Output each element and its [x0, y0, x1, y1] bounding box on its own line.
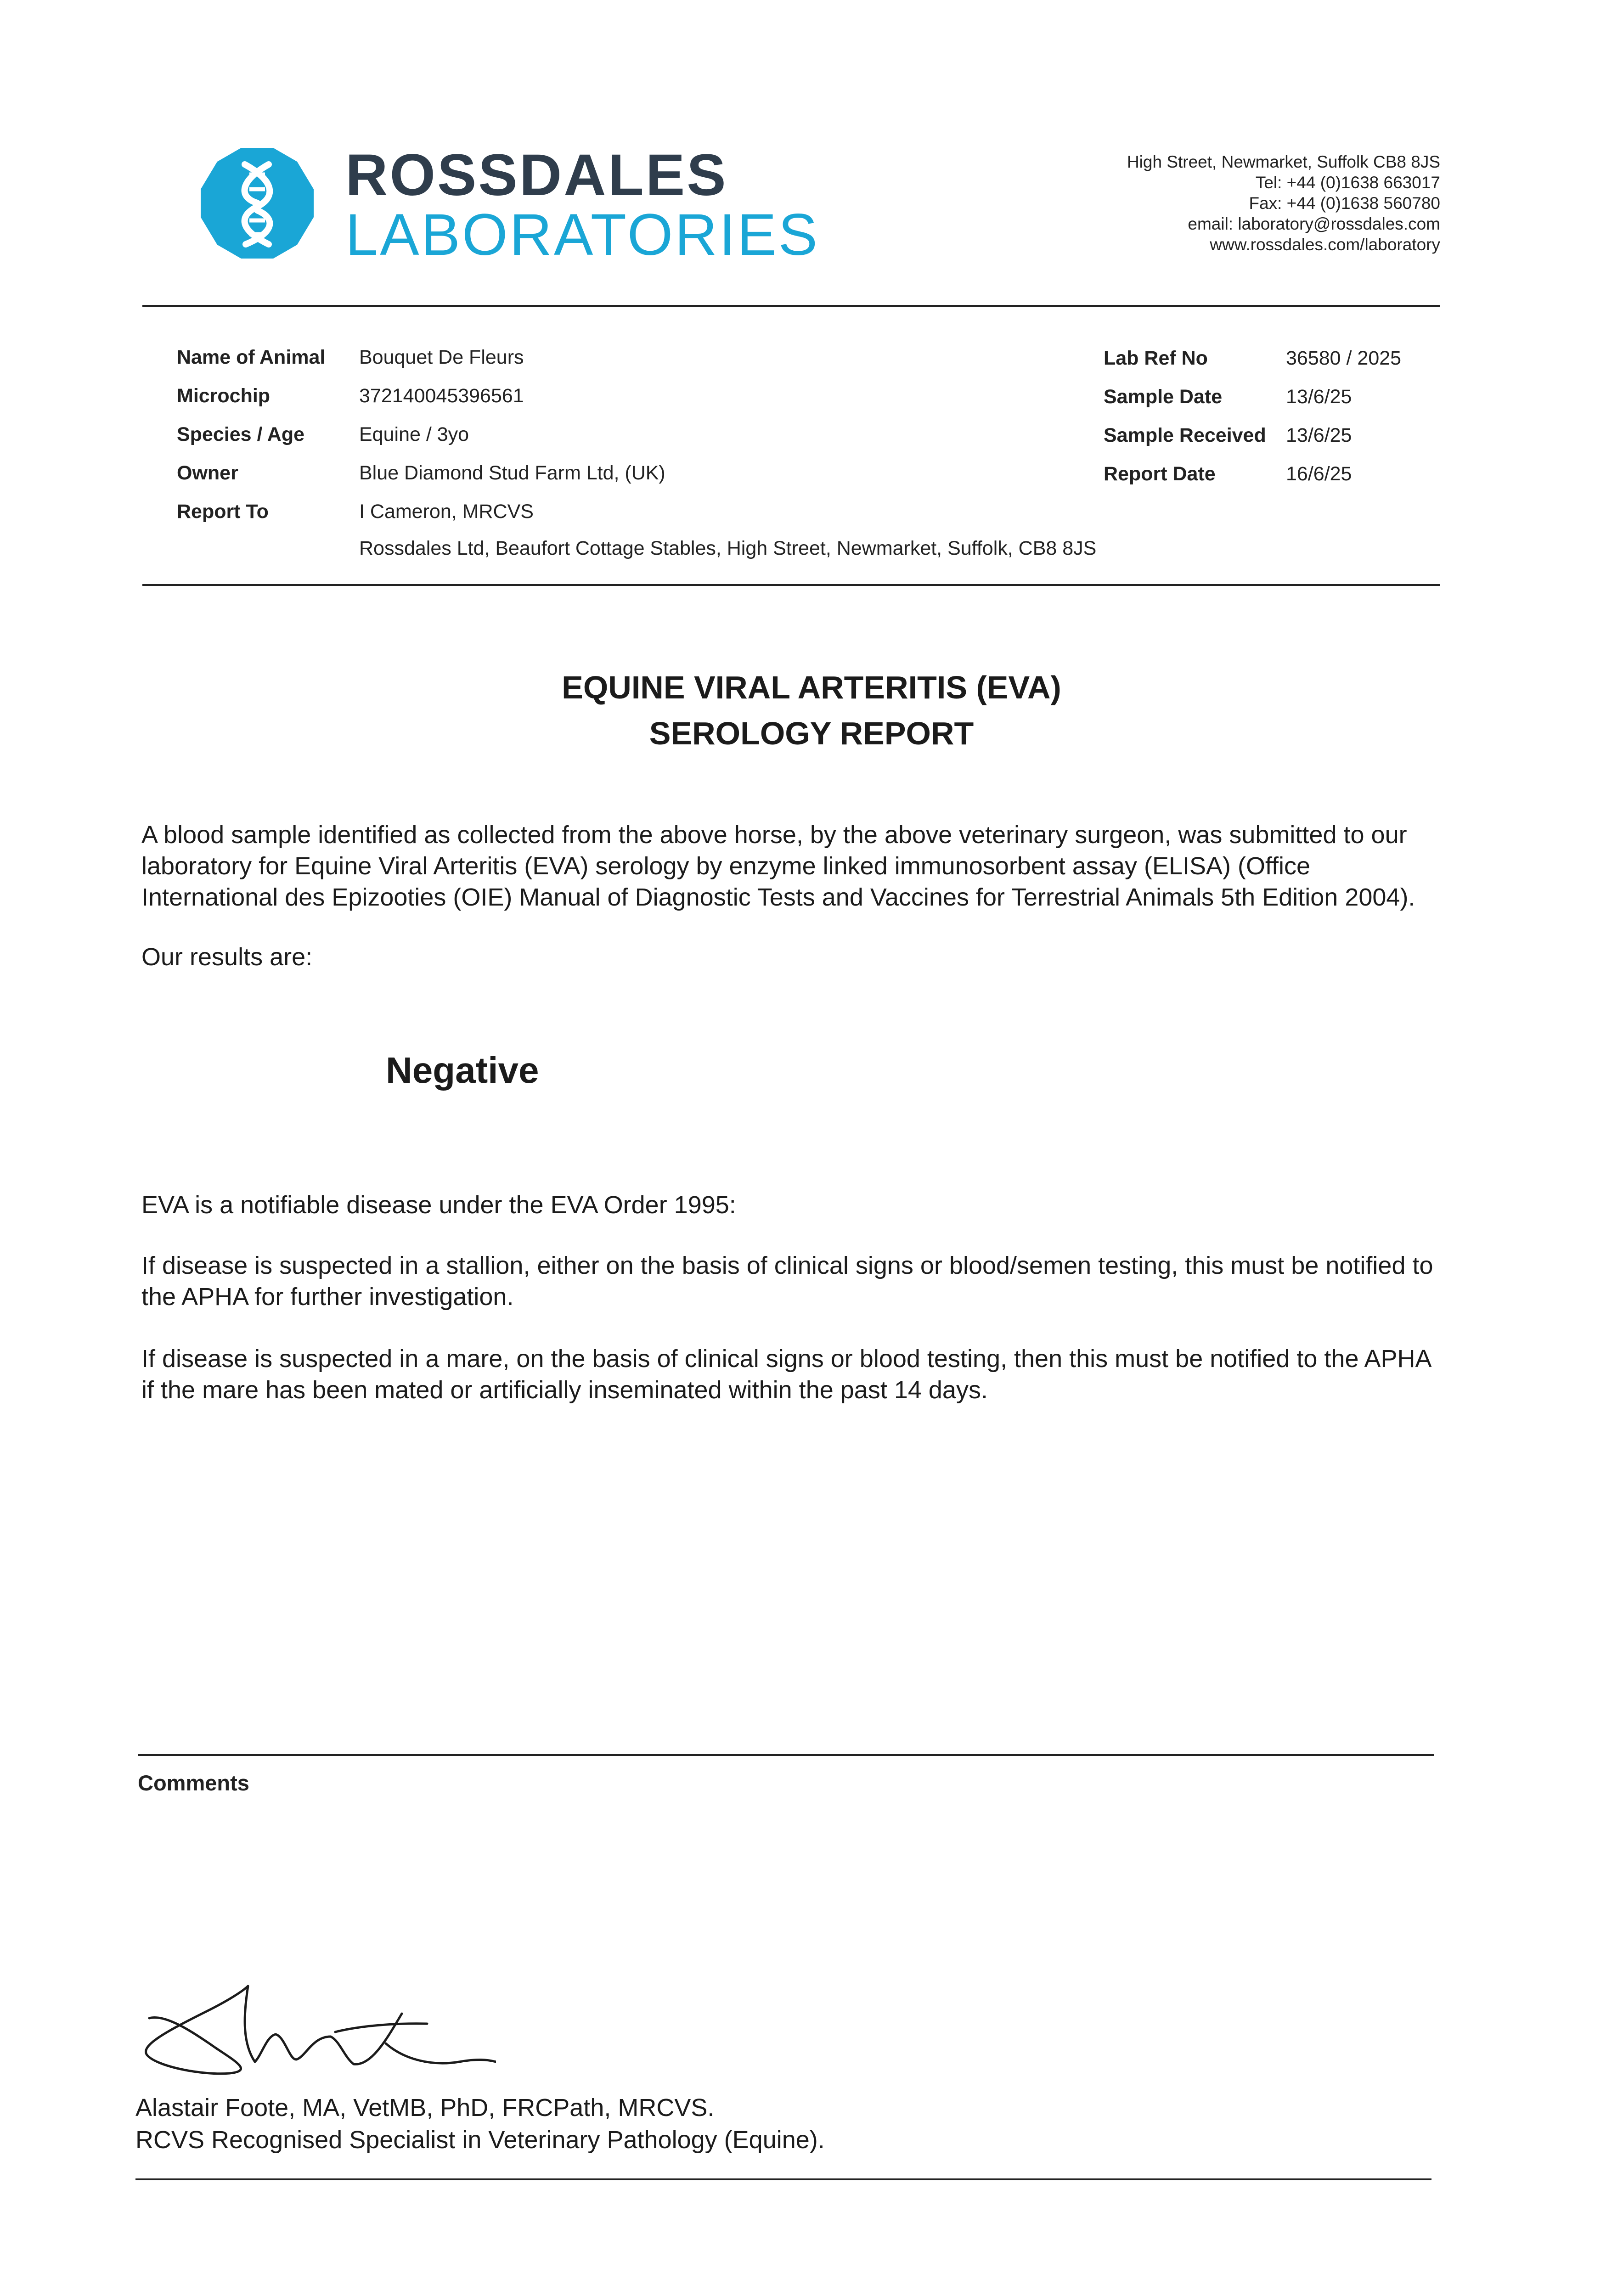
label-sample-received: Sample Received	[1104, 424, 1266, 446]
contact-tel: Tel: +44 (0)1638 663017	[1255, 173, 1440, 192]
report-title: EQUINE VIRAL ARTERITIS (EVA)	[562, 670, 1061, 705]
mare-note: If disease is suspected in a mare, on the basis of clinical signs or blood testing, then this must be notified to the APHA if the mare has been mated or artificially inseminated within the past 14 days.	[141, 1345, 1431, 1404]
logo-wordmark-bottom: LABORATORIES	[345, 202, 819, 268]
label-animal-name: Name of Animal	[177, 346, 326, 368]
label-species-age: Species / Age	[177, 423, 305, 445]
value-microchip: 372140045396561	[359, 385, 524, 407]
signature-image	[138, 1968, 496, 2082]
label-owner: Owner	[177, 462, 238, 484]
contact-fax: Fax: +44 (0)1638 560780	[1249, 194, 1440, 213]
signatory-title: RCVS Recognised Specialist in Veterinary Pathology (Equine).	[135, 2126, 825, 2154]
result-value: Negative	[386, 1050, 539, 1091]
label-report-date: Report Date	[1104, 463, 1216, 485]
value-sample-received: 13/6/25	[1286, 424, 1352, 446]
report-subtitle: SEROLOGY REPORT	[649, 715, 974, 751]
footer-divider	[135, 2178, 1431, 2180]
label-lab-ref: Lab Ref No	[1104, 347, 1208, 369]
logo-wordmark-top: ROSSDALES	[345, 142, 728, 208]
value-owner: Blue Diamond Stud Farm Ltd, (UK)	[359, 462, 665, 484]
value-species-age: Equine / 3yo	[359, 423, 469, 445]
details-divider	[142, 584, 1440, 586]
contact-address: High Street, Newmarket, Suffolk CB8 8JS	[1127, 152, 1440, 171]
contact-block	[1127, 152, 1440, 255]
intro-paragraph: A blood sample identified as collected from the above horse, by the above veterinary surgeon, was submitted to our laboratory for Equine Viral Arteritis (EVA) serology by enzyme linked immunosorbent assay (ELISA) (Office International des Epizooties (OIE) Manual of Diagnostic Tests and Vaccines for Terrestrial Animals 5th Edition 2004).	[141, 821, 1415, 911]
stallion-note: If disease is suspected in a stallion, either on the basis of clinical signs or blood/semen testing, this must be notified to the APHA for further investigation.	[141, 1252, 1433, 1311]
value-lab-ref: 36580 / 2025	[1286, 347, 1402, 369]
header-divider	[142, 305, 1440, 307]
comments-label: Comments	[138, 1771, 249, 1795]
contact-website[interactable]: www.rossdales.com/laboratory	[1210, 235, 1440, 254]
comments-divider	[138, 1754, 1434, 1756]
notifiable-statement: EVA is a notifiable disease under the EVA Order 1995:	[141, 1191, 736, 1219]
results-intro: Our results are:	[141, 943, 313, 971]
label-microchip: Microchip	[177, 385, 270, 407]
label-report-to: Report To	[177, 501, 269, 523]
label-sample-date: Sample Date	[1104, 386, 1223, 408]
value-report-to-address: Rossdales Ltd, Beaufort Cottage Stables, High Street, Newmarket, Suffolk, CB8 8JS	[359, 537, 1097, 559]
value-animal-name: Bouquet De Fleurs	[359, 346, 524, 368]
value-sample-date: 13/6/25	[1286, 386, 1352, 408]
contact-email[interactable]: email: laboratory@rossdales.com	[1188, 214, 1440, 233]
dna-logo-icon	[195, 138, 319, 269]
value-report-date: 16/6/25	[1286, 463, 1352, 485]
value-report-to: I Cameron, MRCVS	[359, 501, 534, 523]
signatory-name: Alastair Foote, MA, VetMB, PhD, FRCPath, MRCVS.	[135, 2094, 715, 2122]
